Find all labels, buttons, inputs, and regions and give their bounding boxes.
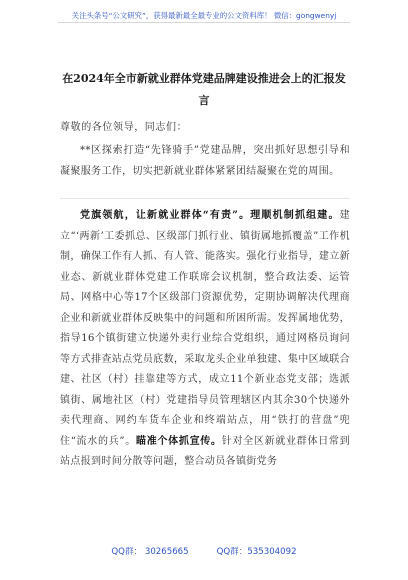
- footer-qq-group-1: QQ群： 30265665: [111, 547, 189, 557]
- footer-qq-group-2: QQ群：535304092: [216, 547, 297, 557]
- promo-banner: 关注头条号“公文研究”，获得最新最全最专业的公文资料库！ 微信：gongwenyj: [71, 11, 337, 20]
- section-body-b: 针对全区新就业群体日常到站点报到时间分散等问题，整合动员各镇街党务: [60, 435, 350, 467]
- salutation: 尊敬的各位领导，同志们：: [60, 122, 188, 133]
- section-paragraph: [60, 206, 350, 473]
- document-title: 在2024年全市新就业群体党建品牌建设推进会上的汇报发言: [62, 72, 346, 107]
- section-subheading: 瞄准个体抓宣传。: [135, 435, 222, 447]
- section-divider: [60, 198, 350, 199]
- header-divider: [58, 22, 350, 23]
- section-body-a: 建立“‘两新’工委抓总、区级部门抓行业、镇街属地抓覆盖”工作机制，确保工作有人抓、有人管、能落实。强化行业指导，建立新业态、新就业群体党建工作联席会议机制，整合政法委、运管局、网格中心等17个区级部门资源优势，定期协调解决代理商企业和新就业群体反映集中的问题和所困所需。发挥属地优势，指导16个镇街建立快递外卖行业综合党组织，通过网格员询问等方式排查站点党员底数，采取龙头企业单独建、集中区域联合建、社区（村）挂靠建等方式，成立11个新业态党支部；选派镇街、属地社区（村）党建指导员管理辖区内其余30个快递外卖代理商、网约车货车企业和终端站点，用“铁打的营盘”兜住“流水的兵”。: [60, 210, 350, 447]
- footer-contacts: [0, 545, 408, 557]
- intro-paragraph: **区探索打造“先锋骑手”党建品牌，突出抓好思想引导和凝聚服务工作，切实把新就业群体紧紧团结凝聚在党的周围。: [60, 145, 350, 177]
- section-heading: 党旗领航，让新就业群体“有责”。理顺机制抓组建。: [80, 210, 340, 221]
